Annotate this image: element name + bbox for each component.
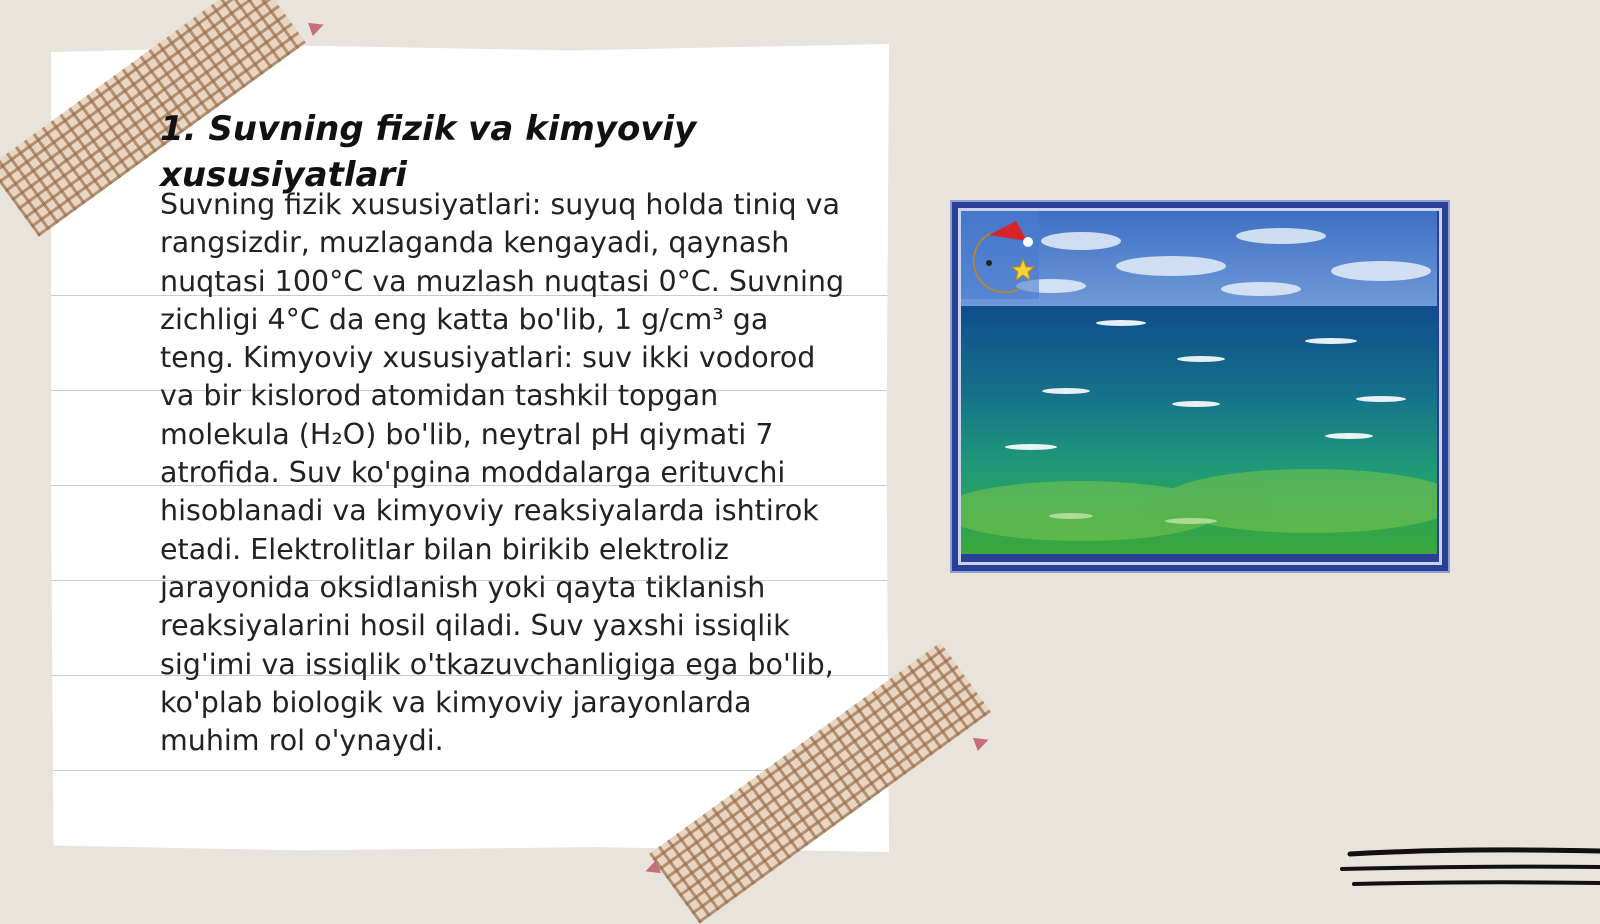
sea-landscape-icon	[961, 211, 1437, 554]
slide-body-text: Suvning fizik xususiyatlari: suyuq holda tiniq va rangsizdir, muzlaganda kengayadi, qaynash nuqtasi 100°C va muzlash nuqtasi 0°C. Suvning zichligi 4°C da eng katta bo'lib, 1 g/cm³ ga teng. Kimyoviy xususiyatlari: suv ikki vodorod va bir kislorod atomidan tashkil topgan molekula (H₂O) bo'lib, neytral pH qiymati 7 atrofida. Suv ko'pgina moddalarga erituvchi hisoblanadi va kimyoviy reaksiyalarda ishtirok etadi. Elektrolitlar bilan birikib elektroliz jarayonida oksidlanish yoki qayta tiklanish reaksiyalarini hosil qiladi. Suv yaxshi issiqlik sig'imi va issiqlik o'tkazuvchanligiga ega bo'lib, ko'plab biologik va kimyoviy jarayonlarda muhim rol o'ynaydi.	[160, 188, 845, 758]
decorative-brush-lines	[1340, 840, 1600, 900]
tape-tip	[308, 18, 326, 36]
image-inner-border	[958, 208, 1442, 565]
tape-tip	[973, 733, 991, 751]
sea-landscape-image	[950, 200, 1450, 573]
slide-title: 1. Suvning fizik va kimyoviy xususiyatlari	[160, 109, 697, 195]
